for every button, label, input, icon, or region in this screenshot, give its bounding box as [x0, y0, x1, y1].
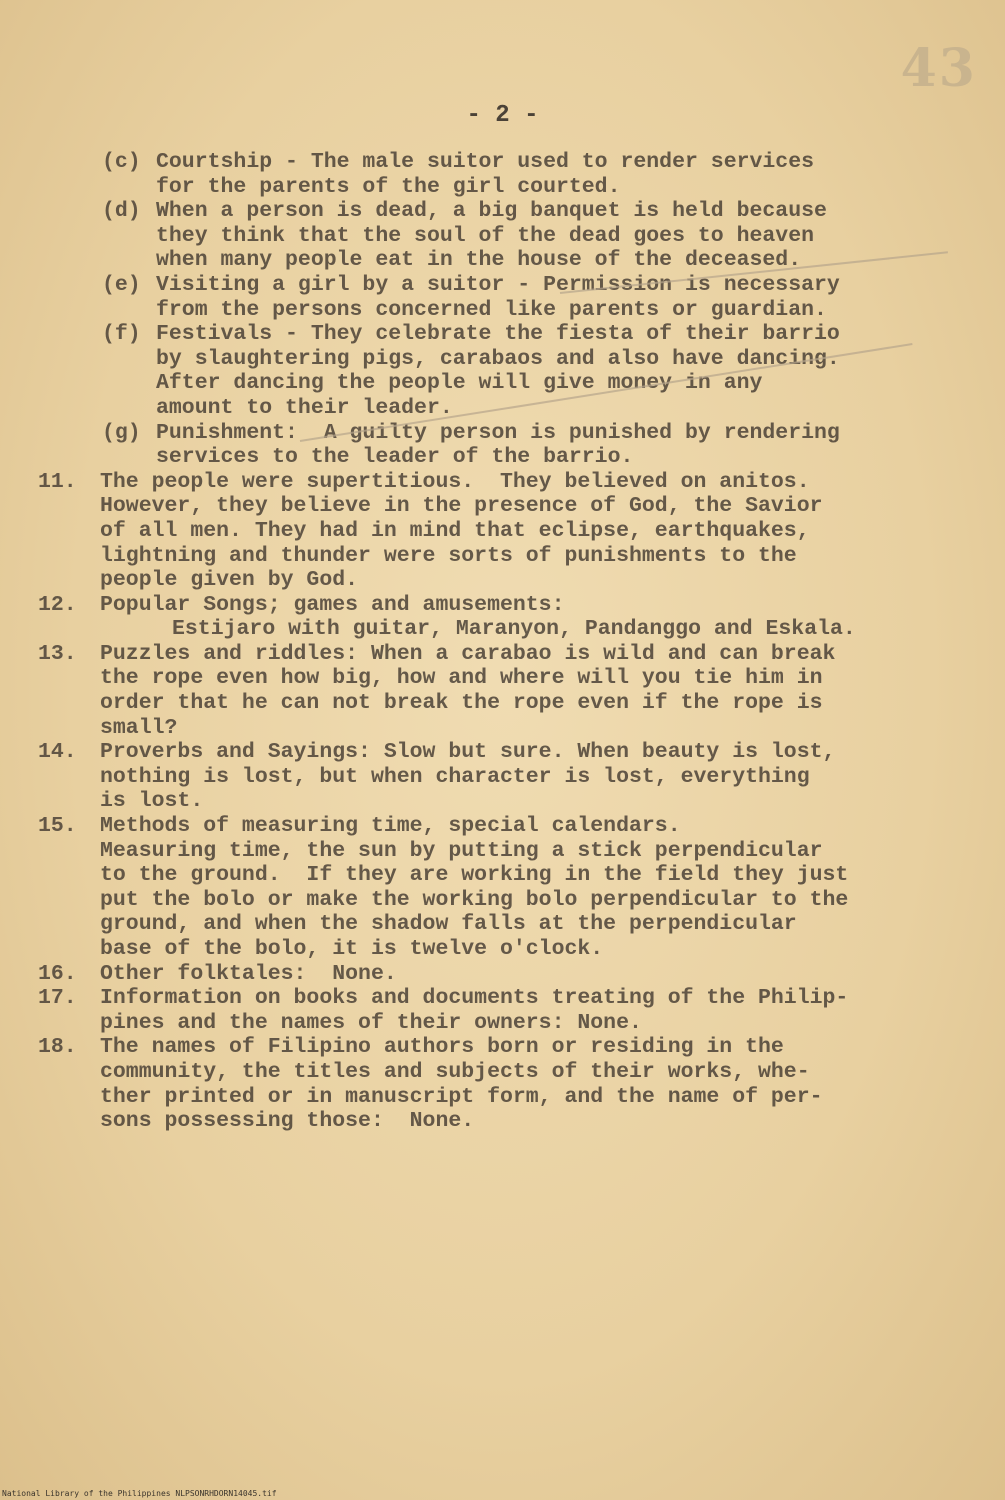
item-line: community, the titles and subjects of their works, whe-	[100, 1059, 810, 1084]
section-line: Visiting a girl by a suitor - Permission is necessary	[156, 272, 840, 297]
item-line: ground, and when the shadow falls at the perpendicular	[100, 912, 797, 937]
section-label: (g)	[102, 420, 141, 445]
item-line: of all men. They had in mind that eclipse, earthquakes,	[100, 518, 810, 543]
item-number: 16.	[38, 961, 77, 986]
item-line: people given by God.	[100, 568, 359, 593]
section-f	[0, 322, 1005, 347]
item-line: ther printed or in manuscript form, and the name of per-	[100, 1084, 823, 1109]
item-15	[0, 814, 1005, 839]
item-line: lightning and thunder were sorts of punishments to the	[100, 543, 797, 568]
footer-caption: National Library of the Philippines NLPSONRHDORN14045.tif	[2, 1489, 277, 1498]
item-number: 18.	[38, 1035, 77, 1060]
item-number: 11.	[38, 469, 77, 494]
item-number: 15.	[38, 814, 77, 839]
section-line: Festivals - They celebrate the fiesta of their barrio	[156, 322, 840, 347]
item-line: small?	[100, 715, 178, 740]
item-line: sons possessing those: None.	[100, 1109, 475, 1134]
section-line: when many people eat in the house of the deceased.	[156, 248, 802, 273]
item-line: to the ground. If they are working in the field they just	[100, 863, 849, 888]
item-16	[0, 962, 1005, 987]
section-line: from the persons concerned like parents or guardian.	[156, 297, 827, 322]
section-line: Courtship - The male suitor used to render services	[156, 150, 815, 174]
section-label: (f)	[102, 322, 141, 347]
item-line: The people were supertitious. They believed on anitos.	[100, 469, 810, 494]
section-line: they think that the soul of the dead goes to heaven	[156, 223, 815, 248]
item-line: However, they believe in the presence of God, the Savior	[100, 494, 823, 519]
section-line: When a person is dead, a big banquet is held because	[156, 199, 827, 224]
item-line: put the bolo or make the working bolo perpendicular to the	[100, 887, 849, 912]
item-line: Other folktales: None.	[100, 961, 397, 986]
item-line: Puzzles and riddles: When a carabao is wild and can break	[100, 641, 836, 666]
item-line: Methods of measuring time, special calendars.	[100, 814, 681, 839]
item-line: Information on books and documents treating of the Philip-	[100, 986, 849, 1011]
page-heading: - 2 -	[466, 102, 539, 129]
section-label: (d)	[102, 199, 141, 224]
item-line: base of the bolo, it is twelve o'clock.	[100, 937, 604, 961]
item-line: The names of Filipino authors born or residing in the	[100, 1035, 784, 1060]
section-line: After dancing the people will give money in any	[156, 371, 763, 396]
item-number: 17.	[38, 986, 77, 1011]
item-14	[0, 740, 1005, 765]
item-18	[0, 1035, 1005, 1060]
section-label: (e)	[102, 272, 141, 297]
section-e	[0, 273, 1005, 298]
item-line: Popular Songs; games and amusements:	[100, 592, 565, 617]
section-label: (c)	[102, 150, 141, 174]
section-line: by slaughtering pigs, carabaos and also have dancing.	[156, 346, 840, 371]
item-17	[0, 986, 1005, 1011]
item-line: pines and the names of their owners: None.	[100, 1010, 642, 1035]
typed-body	[0, 150, 1005, 1134]
item-13	[0, 642, 1005, 667]
item-line: order that he can not break the rope even if the rope is	[100, 691, 823, 716]
section-c	[0, 150, 1005, 175]
section-g	[0, 421, 1005, 446]
section-d	[0, 199, 1005, 224]
item-line: Measuring time, the sun by putting a stick perpendicular	[100, 838, 823, 863]
item-number: 14.	[38, 740, 77, 765]
item-11	[0, 470, 1005, 495]
item-number: 13.	[38, 641, 77, 666]
item-number: 12.	[38, 592, 77, 617]
item-line: the rope even how big, how and where will you tie him in	[100, 666, 823, 691]
item-line: Proverbs and Sayings: Slow but sure. When beauty is lost,	[100, 740, 836, 765]
section-line: Punishment: A guilty person is punished by rendering	[156, 420, 840, 445]
item-line: Estijaro with guitar, Maranyon, Pandanggo and Eskala.	[172, 617, 856, 642]
item-line: nothing is lost, but when character is lost, everything	[100, 764, 810, 789]
section-line: services to the leader of the barrio.	[156, 445, 634, 470]
section-line: amount to their leader.	[156, 395, 453, 420]
page-stamp: 43	[900, 38, 977, 99]
section-line: for the parents of the girl courted.	[156, 174, 621, 199]
item-12	[0, 593, 1005, 618]
item-line: is lost.	[100, 789, 204, 814]
